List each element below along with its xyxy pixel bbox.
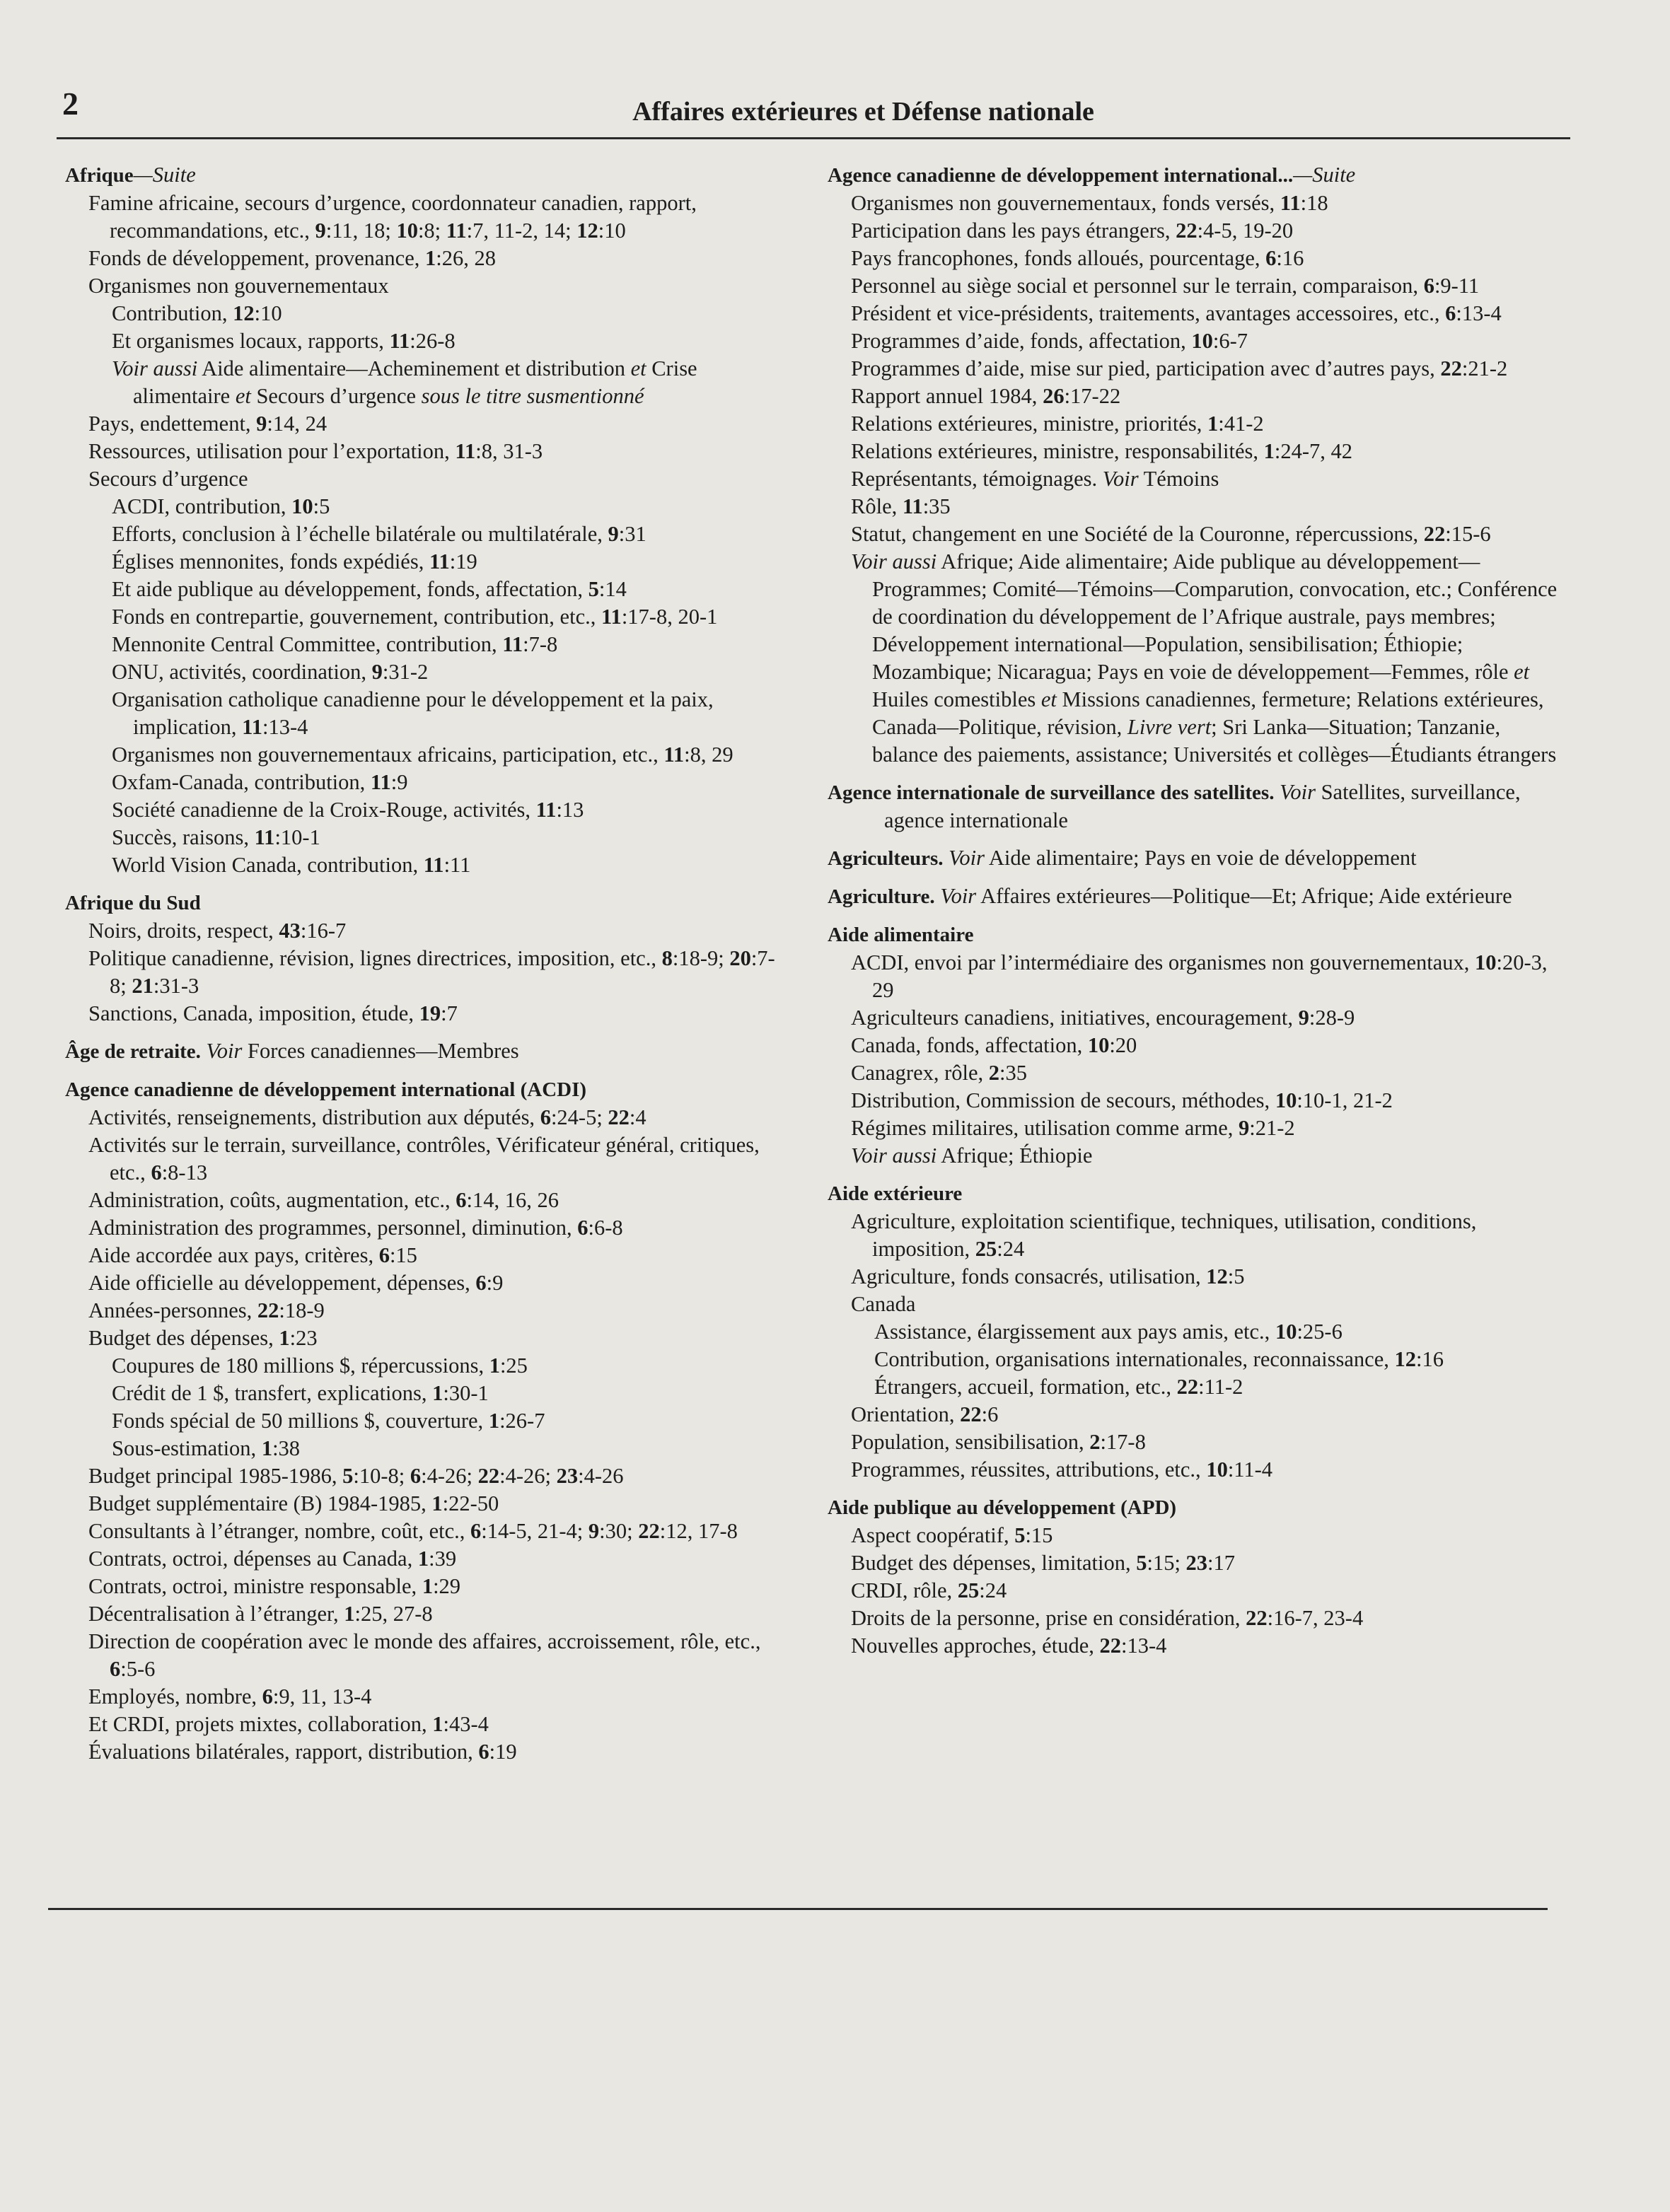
- page-number: 2: [62, 86, 79, 122]
- index-subentry: Statut, changement en une Société de la Couronne, répercussions, 22:15-6: [851, 522, 1491, 546]
- index-subentry: World Vision Canada, contribution, 11:11: [112, 853, 471, 877]
- index-entry: [828, 883, 1563, 911]
- index-subentry: Budget des dépenses, limitation, 5:15; 23:17: [851, 1551, 1236, 1575]
- index-heading: [828, 779, 1563, 834]
- index-subentry: Famine africaine, secours d’urgence, coordonnateur canadien, rapport, recommandations, etc., 9:11, 18; 10:8; 11:7, 11-2, 14; 12:10: [88, 191, 697, 243]
- index-heading: [65, 1076, 787, 1104]
- index-subentry: Budget supplémentaire (B) 1984-1985, 1:22-50: [88, 1491, 499, 1515]
- index-subentry: Agriculture, fonds consacrés, utilisation, 12:5: [851, 1264, 1245, 1288]
- index-subentry: Activités, renseignements, distribution aux députés, 6:24-5; 22:4: [88, 1105, 646, 1129]
- index-heading: [65, 889, 787, 917]
- index-subentry: Organismes non gouvernementaux: [88, 274, 389, 298]
- index-heading-suite: —Suite: [1293, 163, 1356, 187]
- index-heading-term: Agence canadienne de développement international...: [828, 164, 1294, 187]
- index-subentry: Budget des dépenses, 1:23: [88, 1326, 318, 1350]
- index-heading-term: Afrique du Sud: [65, 892, 201, 914]
- index-subentry: Activités sur le terrain, surveillance, contrôles, Vérificateur général, critiques, etc., 6:8-13: [88, 1133, 760, 1184]
- index-subentry: Mennonite Central Committee, contribution, 11:7-8: [112, 632, 558, 656]
- index-entry: [828, 844, 1563, 873]
- index-cross-reference: Voir Forces canadiennes—Membres: [206, 1039, 519, 1063]
- index-subentry: Ressources, utilisation pour l’exportation, 11:8, 31-3: [88, 439, 543, 463]
- index-heading-term: Aide publique au développement (APD): [828, 1496, 1177, 1519]
- index-subentry: Programmes d’aide, fonds, affectation, 10:6-7: [851, 329, 1248, 353]
- index-subentry: Population, sensibilisation, 2:17-8: [851, 1430, 1146, 1454]
- index-subentry: Société canadienne de la Croix-Rouge, activités, 11:13: [112, 798, 584, 822]
- index-subentry: Fonds spécial de 50 millions $, couverture, 1:26-7: [112, 1409, 545, 1433]
- index-subentry: Budget principal 1985-1986, 5:10-8; 6:4-26; 22:4-26; 23:4-26: [88, 1464, 624, 1488]
- index-subentry: Régimes militaires, utilisation comme arme, 9:21-2: [851, 1116, 1295, 1140]
- index-subentry: Consultants à l’étranger, nombre, coût, etc., 6:14-5, 21-4; 9:30; 22:12, 17-8: [88, 1519, 738, 1543]
- index-heading: [65, 1037, 787, 1066]
- index-subentry: Organismes non gouvernementaux, fonds versés, 11:18: [851, 191, 1328, 215]
- index-subentry: Contribution, organisations internationales, reconnaissance, 12:16: [874, 1347, 1444, 1371]
- index-subentry: Crédit de 1 $, transfert, explications, 1:30-1: [112, 1381, 489, 1405]
- index-subentry: Secours d’urgence: [88, 467, 248, 491]
- right-column: [828, 161, 1563, 1670]
- index-subentry: Nouvelles approches, étude, 22:13-4: [851, 1634, 1167, 1658]
- index-heading-suite: —Suite: [133, 163, 196, 187]
- index-subentry: Administration, coûts, augmentation, etc., 6:14, 16, 26: [88, 1188, 559, 1212]
- index-subentry: Aspect coopératif, 5:15: [851, 1523, 1053, 1547]
- index-subentry: Noirs, droits, respect, 43:16-7: [88, 919, 347, 943]
- index-cross-reference: Voir Aide alimentaire; Pays en voie de développement: [949, 846, 1417, 870]
- index-subentry: Années-personnes, 22:18-9: [88, 1298, 325, 1322]
- index-subentry: Employés, nombre, 6:9, 11, 13-4: [88, 1684, 372, 1709]
- index-subentry: Et CRDI, projets mixtes, collaboration, 1:43-4: [88, 1712, 489, 1736]
- index-subentry: Sanctions, Canada, imposition, étude, 19:7: [88, 1001, 458, 1025]
- index-subentry: Organisation catholique canadienne pour le développement et la paix, implication, 11:13-4: [112, 687, 714, 739]
- index-subentry: Programmes d’aide, mise sur pied, participation avec d’autres pays, 22:21-2: [851, 356, 1508, 380]
- index-entry: [65, 889, 787, 1028]
- index-subentry: Aide officielle au développement, dépenses, 6:9: [88, 1271, 504, 1295]
- index-subentry: Rapport annuel 1984, 26:17-22: [851, 384, 1121, 408]
- index-subentry: Oxfam-Canada, contribution, 11:9: [112, 770, 408, 794]
- index-heading-term: Afrique: [65, 164, 134, 187]
- index-heading-term: Agriculteurs.: [828, 847, 944, 870]
- index-heading-term: Agence canadienne de développement international (ACDI): [65, 1078, 587, 1101]
- index-subentry: Direction de coopération avec le monde des affaires, accroissement, rôle, etc., 6:5-6: [88, 1629, 761, 1681]
- index-subentry: ONU, activités, coordination, 9:31-2: [112, 660, 429, 684]
- index-cross-reference: Voir Affaires extérieures—Politique—Et; Afrique; Aide extérieure: [940, 884, 1512, 908]
- running-header: Affaires extérieures et Défense nationale: [632, 97, 1094, 127]
- index-subentry: Participation dans les pays étrangers, 22:4-5, 19-20: [851, 219, 1294, 243]
- index-heading: [65, 161, 787, 190]
- index-subentry: ACDI, contribution, 10:5: [112, 494, 330, 518]
- index-heading: [828, 921, 1563, 949]
- index-subentry: Administration des programmes, personnel, diminution, 6:6-8: [88, 1216, 623, 1240]
- index-subentry: Président et vice-présidents, traitements, avantages accessoires, etc., 6:13-4: [851, 301, 1502, 325]
- index-subentry: Succès, raisons, 11:10-1: [112, 825, 320, 849]
- index-entry: [65, 1076, 787, 1766]
- index-heading-term: Aide extérieure: [828, 1182, 963, 1205]
- index-subentry: Pays, endettement, 9:14, 24: [88, 412, 327, 436]
- index-subentry: Personnel au siège social et personnel sur le terrain, comparaison, 6:9-11: [851, 274, 1480, 298]
- index-subentry: Et organismes locaux, rapports, 11:26-8: [112, 329, 456, 353]
- index-subentry: Programmes, réussites, attributions, etc., 10:11-4: [851, 1457, 1273, 1482]
- footer-rule: [48, 1908, 1548, 1910]
- index-heading-term: Aide alimentaire: [828, 924, 974, 946]
- index-entry: [65, 1037, 787, 1066]
- index-subentry: Orientation, 22:6: [851, 1402, 999, 1426]
- index-subentry: Voir aussi Afrique; Éthiopie: [851, 1143, 1093, 1168]
- index-heading: [828, 844, 1563, 873]
- index-subentry: Contrats, octroi, ministre responsable, 1:29: [88, 1574, 461, 1598]
- header-rule: [57, 137, 1570, 139]
- index-entry: [828, 921, 1563, 1170]
- index-subentry: Distribution, Commission de secours, méthodes, 10:10-1, 21-2: [851, 1088, 1393, 1112]
- index-entry: [828, 161, 1563, 769]
- index-heading: [828, 161, 1563, 190]
- index-heading: [828, 1494, 1563, 1522]
- left-column: [65, 161, 787, 1776]
- index-subentry: Évaluations bilatérales, rapport, distribution, 6:19: [88, 1740, 517, 1764]
- index-subentry: Fonds de développement, provenance, 1:26, 28: [88, 246, 496, 270]
- index-heading-term: Agriculture.: [828, 885, 935, 908]
- index-subentry: CRDI, rôle, 25:24: [851, 1578, 1007, 1602]
- index-subentry: Décentralisation à l’étranger, 1:25, 27-8: [88, 1602, 433, 1626]
- index-subentry: Fonds en contrepartie, gouvernement, contribution, etc., 11:17-8, 20-1: [112, 605, 718, 629]
- index-subentry: Églises mennonites, fonds expédiés, 11:19: [112, 549, 477, 574]
- index-subentry: Et aide publique au développement, fonds, affectation, 5:14: [112, 577, 627, 601]
- index-subentry: Canada, fonds, affectation, 10:20: [851, 1033, 1137, 1057]
- index-subentry: Canada: [851, 1292, 916, 1316]
- index-subentry: Politique canadienne, révision, lignes directrices, imposition, etc., 8:18-9; 20:7-8; 21:31-3: [88, 946, 775, 998]
- index-entry: [828, 1494, 1563, 1660]
- index-subentry: Canagrex, rôle, 2:35: [851, 1061, 1028, 1085]
- index-cross-reference: Voir Satellites, surveillance, agence internationale: [884, 780, 1521, 832]
- index-subentry: Voir aussi Afrique; Aide alimentaire; Aide publique au développement—Programmes; Comité—Témoins—Comparution, convocation, etc.; Conférence de coordination du développement de l’Afrique australe, pays membres; Développement international—Population, sensibilisation; Éthiopie; Mozambique; Nicaragua; Pays en voie de développement—Femmes, rôle et Huiles comestibles et Missions canadiennes, fermeture; Relations extérieures, Canada—Politique, révision, Livre vert; Sri Lanka—Situation; Tanzanie, balance des paiements, assistance; Universités et collèges—Étudiants étrangers: [851, 549, 1558, 767]
- index-subentry: Voir aussi Aide alimentaire—Acheminement et distribution et Crise alimentaire et Secours d’urgence sous le titre susmentionné: [112, 356, 697, 408]
- index-entry: [828, 1180, 1563, 1484]
- index-subentry: Agriculture, exploitation scientifique, techniques, utilisation, conditions, imposition, 25:24: [851, 1209, 1477, 1261]
- index-subentry: Relations extérieures, ministre, responsabilités, 1:24-7, 42: [851, 439, 1352, 463]
- index-subentry: Contribution, 12:10: [112, 301, 282, 325]
- index-subentry: Étrangers, accueil, formation, etc., 22:11-2: [874, 1375, 1243, 1399]
- index-subentry: Relations extérieures, ministre, priorités, 1:41-2: [851, 412, 1264, 436]
- index-entry: [828, 779, 1563, 834]
- index-subentry: Efforts, conclusion à l’échelle bilatérale ou multilatérale, 9:31: [112, 522, 646, 546]
- index-subentry: Représentants, témoignages. Voir Témoins: [851, 467, 1219, 491]
- index-subentry: Sous-estimation, 1:38: [112, 1436, 301, 1460]
- index-subentry: Coupures de 180 millions $, répercussions, 1:25: [112, 1354, 528, 1378]
- index-subentry: Contrats, octroi, dépenses au Canada, 1:39: [88, 1547, 457, 1571]
- index-heading-term: Âge de retraite.: [65, 1040, 201, 1063]
- index-subentry: Pays francophones, fonds alloués, pourcentage, 6:16: [851, 246, 1304, 270]
- index-subentry: Rôle, 11:35: [851, 494, 951, 518]
- index-subentry: Organismes non gouvernementaux africains, participation, etc., 11:8, 29: [112, 743, 733, 767]
- index-subentry: ACDI, envoi par l’intermédiaire des organismes non gouvernementaux, 10:20-3, 29: [851, 950, 1548, 1002]
- index-subentry: Agriculteurs canadiens, initiatives, encouragement, 9:28-9: [851, 1006, 1355, 1030]
- index-subentry: Assistance, élargissement aux pays amis, etc., 10:25-6: [874, 1320, 1343, 1344]
- index-heading: [828, 883, 1563, 911]
- index-subentry: Droits de la personne, prise en considération, 22:16-7, 23-4: [851, 1606, 1364, 1630]
- index-heading: [828, 1180, 1563, 1208]
- index-entry: [65, 161, 787, 879]
- index-subentry: Aide accordée aux pays, critères, 6:15: [88, 1243, 417, 1267]
- index-heading-term: Agence internationale de surveillance des satellites.: [828, 781, 1275, 804]
